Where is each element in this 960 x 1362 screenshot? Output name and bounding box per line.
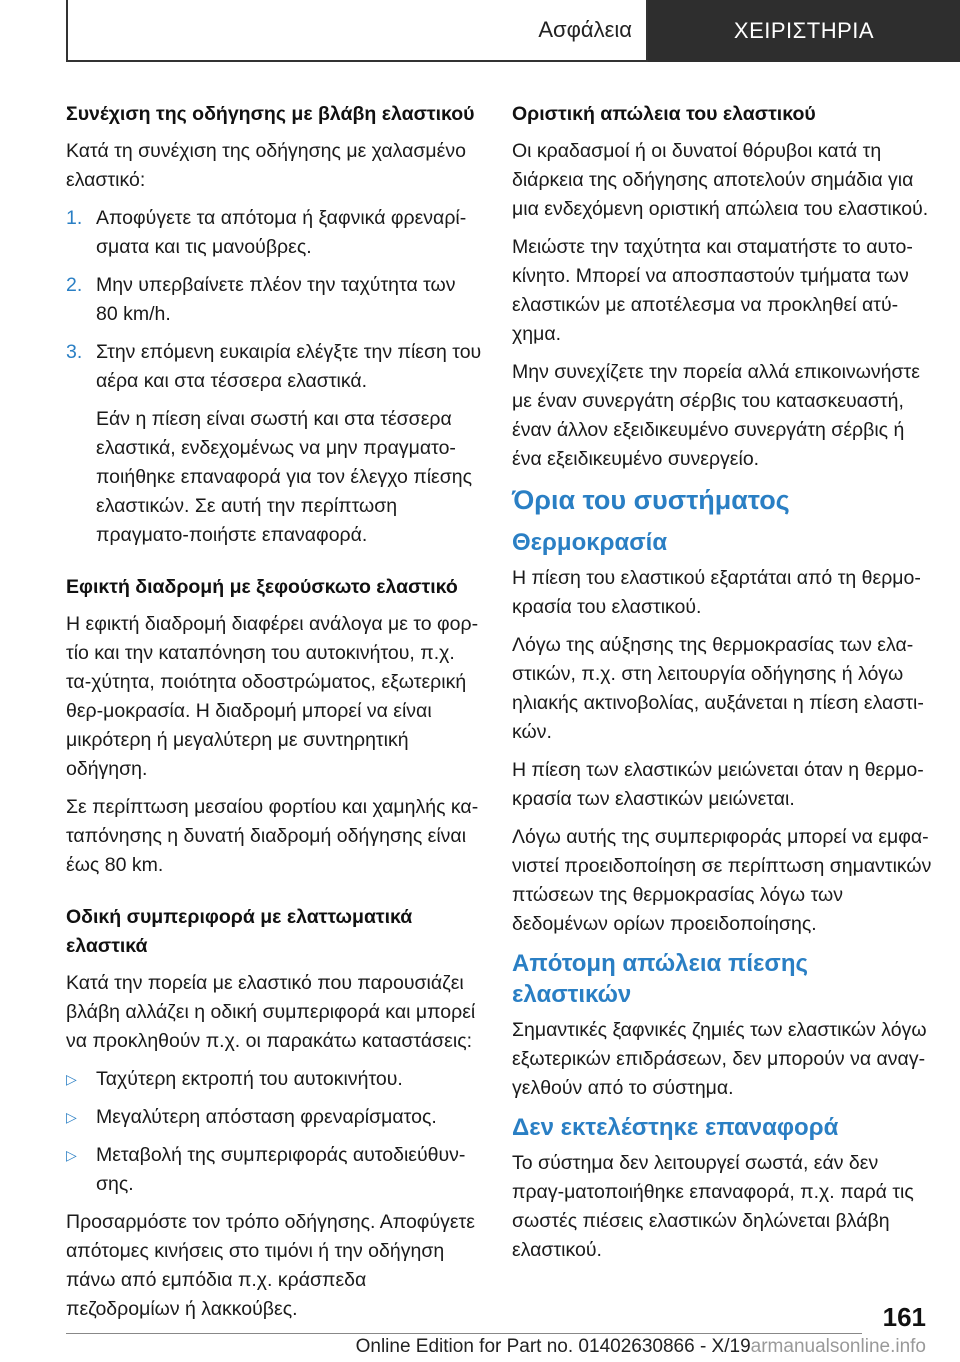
page-header bbox=[66, 0, 960, 62]
paragraph: Η πίεση του ελαστικού εξαρτάται από τη θερμο-κρασία του ελαστικού. bbox=[512, 567, 921, 618]
heading-tire-loss: Οριστική απώλεια του ελαστικού bbox=[512, 103, 816, 125]
heading-road-behavior: Οδική συμπεριφορά με ελαττωματικά ελαστικά bbox=[66, 906, 413, 957]
list-item bbox=[66, 204, 482, 262]
right-column bbox=[512, 100, 932, 1274]
step-note: Εάν η πίεση είναι σωστή και στα τέσσερα ελαστικά, ενδεχομένως να μην πραγματο-ποιήθηκε επαναφορά για τον έλεγχο πίεσης ελαστικών. Σε αυτή την περίπτωση πραγματο-ποιήστε επαναφορά. bbox=[96, 408, 473, 546]
subheading-no-reset: Δεν εκτελέστηκε επαναφορά bbox=[512, 1114, 839, 1141]
paragraph: Μειώστε την ταχύτητα και σταματήστε το αυτο-κίνητο. Μπορεί να αποσπαστούν τμήματα των ελαστικών με αποτέλεσμα να προκληθεί ατύ-χημα. bbox=[512, 236, 913, 345]
edition-text: Online Edition for Part no. 01402630866 - X/19 bbox=[355, 1336, 751, 1357]
paragraph: Κατά την πορεία με ελαστικό που παρουσιάζει βλάβη αλλάζει η οδική συμπεριφορά και μπορεί να προκληθούν π.χ. οι παρακάτω καταστάσεις: bbox=[66, 972, 476, 1052]
paragraph: Σημαντικές ξαφνικές ζημιές των ελαστικών λόγω εξωτερικών επιδράσεων, δεν μπορούν να αναγ-γελθούν από το σύστημα. bbox=[512, 1019, 927, 1099]
paragraph: Μην συνεχίζετε την πορεία αλλά επικοινωνήστε με έναν συνεργάτη σέρβις του κατασκευαστή, έναν άλλον εξειδικευμένο συνεργάτη σέρβις ή ένα εξειδικευμένο συνεργείο. bbox=[512, 361, 920, 470]
step-text: Στην επόμενη ευκαιρία ελέγξτε την πίεση του αέρα και στα τέσσερα ελαστικά. bbox=[96, 341, 482, 392]
paragraph: Σε περίπτωση μεσαίου φορτίου και χαμηλής κα-ταπόνησης η δυνατή διαδρομή οδήγησης είναι έως 80 km. bbox=[66, 796, 479, 876]
list-item bbox=[66, 1141, 482, 1199]
triangle-bullet-icon: ▷ bbox=[66, 1109, 77, 1125]
footer bbox=[0, 1336, 960, 1358]
bullet-text: Μεταβολή της συμπεριφοράς αυτοδιεύθυν-σης. bbox=[96, 1144, 466, 1195]
step-number: 2. bbox=[66, 274, 83, 296]
watermark-text: armanualsonline.info bbox=[750, 1336, 926, 1357]
step-number: 1. bbox=[66, 207, 83, 229]
footer-divider bbox=[66, 1333, 862, 1334]
list-item bbox=[66, 1065, 482, 1094]
list-item bbox=[66, 1103, 482, 1132]
paragraph: Η εφικτή διαδρομή διαφέρει ανάλογα με το φορ-τίο και την καταπόνηση του αυτοκινήτου, π.χ. τα-χύτητα, ποιότητα οδοστρώματος, εξωτερική θερ-μοκρασία. Η διαδρομή μπορεί να είναι μικρότερη ή μεγαλύτερη με συντηρητική οδήγηση. bbox=[66, 613, 479, 780]
subheading-pressure-loss: Απότομη απώλεια πίεσης ελαστικών bbox=[512, 950, 808, 1008]
bullet-text: Ταχύτερη εκτροπή του αυτοκινήτου. bbox=[96, 1068, 403, 1090]
step-text: Μην υπερβαίνετε πλέον την ταχύτητα των 80 km/h. bbox=[96, 274, 456, 325]
paragraph: Η πίεση των ελαστικών μειώνεται όταν η θερμο-κρασία των ελαστικών μειώνεται. bbox=[512, 759, 924, 810]
left-column bbox=[66, 100, 482, 1333]
paragraph: Προσαρμόστε τον τρόπο οδήγησης. Αποφύγετε απότομες κινήσεις στο τιμόνι ή την οδήγηση πάνω από εμπόδια π.χ. κράσπεδα πεζοδρομίων ή λακκούβες. bbox=[66, 1211, 475, 1320]
heading-continue-driving: Συνέχιση της οδήγησης με βλάβη ελαστικού bbox=[66, 103, 475, 125]
list-item bbox=[66, 338, 482, 396]
steps-list bbox=[66, 204, 482, 396]
step-text: Αποφύγετε τα απότομα ή ξαφνικά φρεναρί-σματα και τις μανούβρες. bbox=[96, 207, 467, 258]
paragraph: Οι κραδασμοί ή οι δυνατοί θόρυβοι κατά τη διάρκεια της οδήγησης αποτελούν σημάδια για μια ενδεχόμενη οριστική απώλεια του ελαστικού. bbox=[512, 140, 929, 220]
paragraph: Λόγω της αύξησης της θερμοκρασίας των ελα-στικών, π.χ. στη λειτουργία οδήγησης ή λόγω ηλιακής ακτινοβολίας, αυξάνεται η πίεση ελαστι-κών. bbox=[512, 634, 924, 743]
step-number: 3. bbox=[66, 341, 83, 363]
page-number: 161 bbox=[882, 1302, 926, 1332]
triangle-bullet-icon: ▷ bbox=[66, 1071, 77, 1087]
paragraph: Κατά τη συνέχιση της οδήγησης με χαλασμένο ελαστικό: bbox=[66, 140, 466, 191]
section-tab: Ασφάλεια bbox=[66, 0, 648, 62]
triangle-bullet-icon: ▷ bbox=[66, 1147, 77, 1163]
chapter-tab: ΧΕΙΡΙΣΤΗΡΙΑ bbox=[648, 0, 960, 62]
subheading-temperature: Θερμοκρασία bbox=[512, 529, 668, 556]
paragraph: Το σύστημα δεν λειτουργεί σωστά, εάν δεν πραγ-ματοποιήθηκε επαναφορά, π.χ. παρά τις σωστές πιέσεις ελαστικών δηλώνεται βλάβη ελαστικού. bbox=[512, 1152, 914, 1261]
bullet-list bbox=[66, 1065, 482, 1199]
section-title: Όρια του συστήματος bbox=[512, 485, 790, 515]
heading-range: Εφικτή διαδρομή με ξεφούσκωτο ελαστικό bbox=[66, 576, 458, 598]
bullet-text: Μεγαλύτερη απόσταση φρεναρίσματος. bbox=[96, 1106, 437, 1128]
list-item bbox=[66, 271, 482, 329]
paragraph: Λόγω αυτής της συμπεριφοράς μπορεί να εμφα-νιστεί προειδοποίηση σε περίπτωση σημαντικών πτώσεων της θερμοκρασίας λόγω των δεδομένων ορίων προειδοποίησης. bbox=[512, 826, 932, 935]
